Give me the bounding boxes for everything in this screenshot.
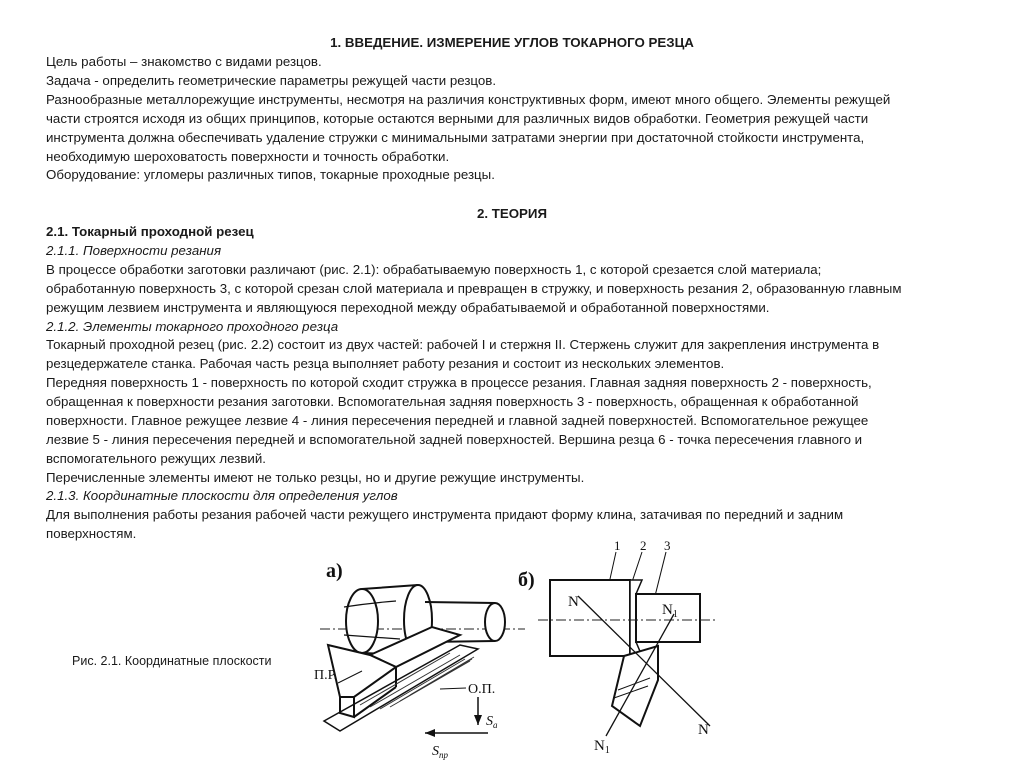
workpiece-end <box>346 589 378 653</box>
paragraph-line: Токарный проходной резец (рис. 2.2) состоит из двух частей: рабочей I и стержня II. Стержень служит для закрепления инструмента в <box>46 337 880 352</box>
subsection-heading: 2.1.1. Поверхности резания <box>46 243 222 258</box>
label-op: О.П. <box>468 682 496 697</box>
intro-line-goal: Цель работы – знакомство с видами резцов. <box>46 54 322 69</box>
intro-line-equipment: Оборудование: угломеры различных типов, токарные проходные резцы. <box>46 167 495 182</box>
paragraph-line: режущим лезвием инструмента и являющуюся переходной между обрабатываемой и обработанной поверхностями. <box>46 300 770 315</box>
paragraph-line: обработанную поверхность 3, с которой срезан слой материала и превращен в стружку, и поверхность резания 2, образованную главным <box>46 281 902 296</box>
leader-line <box>440 688 466 689</box>
paragraph-line: вспомогательного режущих лезвий. <box>46 451 266 466</box>
paragraph-line: поверхности. Главное режущее лезвие 4 - линия пересечения передней и главной задней поверхностей. Вспомогательное режущее <box>46 413 869 428</box>
paragraph-line: Перечисленные элементы имеют не только резцы, но и другие режущие инструменты. <box>46 470 585 485</box>
leader-line <box>654 552 666 600</box>
figure-caption: Рис. 2.1. Координатные плоскости <box>72 654 272 668</box>
label-n1-bottom: $N_1$ <box>594 738 610 756</box>
intro-paragraph-line: Разнообразные металлорежущие инструменты, несмотря на различия конструктивных форм, имеют много общего. Элементы режущей <box>46 92 891 107</box>
arrow-head <box>425 729 435 737</box>
workpiece-large <box>550 580 630 656</box>
arrow-head <box>474 715 482 725</box>
machined-end <box>485 603 505 641</box>
surface-number-2: 2 <box>640 538 647 553</box>
label-sa: $S_a$ <box>486 714 498 730</box>
subsection-heading: 2.1.3. Координатные плоскости для определения углов <box>46 488 398 503</box>
label-n1-top: $N_1$ <box>662 602 678 620</box>
paragraph-line: Передняя поверхность 1 - поверхность по которой сходит стружка в процессе резания. Главная задняя поверхность 2 - поверхность, <box>46 375 872 390</box>
intro-paragraph-line: части строятся исходя из общих принципов, которые остаются верными для различных видов обработки. Геометрия режущей части <box>46 111 869 126</box>
surface-number-1: 1 <box>614 538 621 553</box>
intro-paragraph-line: необходимую шероховатость поверхности и точность обработки. <box>46 149 450 164</box>
document-title: 1. ВВЕДЕНИЕ. ИЗМЕРЕНИЕ УГЛОВ ТОКАРНОГО РЕЗЦА <box>330 35 694 50</box>
paragraph-line: В процессе обработки заготовки различают (рис. 2.1): обрабатываемую поверхность 1, с которой срезается слой материала; <box>46 262 822 277</box>
subsection-heading: 2.1.2. Элементы токарного проходного резца <box>46 319 339 334</box>
figure-a-diagram <box>300 545 530 767</box>
paragraph-line: лезвие 5 - линия пересечения передней и вспомогательной задней поверхностей. Вершина резца 6 - точка пересечения главного и <box>46 432 863 447</box>
paragraph-line: обращенная к поверхности резания заготовки. Вспомогательная задняя поверхность 3 - поверхность, обращенная к обработанной <box>46 394 859 409</box>
label-pr: П.Р. <box>314 668 338 683</box>
paragraph-line: резцедержателе станка. Рабочая часть резца выполняет работу резания и состоит из нескольких элементов. <box>46 356 725 371</box>
surface-number-3: 3 <box>664 538 671 553</box>
section-heading-theory: 2. ТЕОРИЯ <box>476 206 548 221</box>
figure-b-diagram <box>510 530 750 767</box>
figure-b-label: б) <box>518 569 535 591</box>
label-n-top: N <box>568 594 579 610</box>
paragraph-line: Для выполнения работы резания рабочей части режущего инструмента придают форму клина, затачивая по передний и задним <box>46 507 844 522</box>
intro-paragraph-line: инструмента должна обеспечивать удаление стружки с минимальными затратами энергии при достаточной стойкости инструмента, <box>46 130 865 145</box>
label-n-bottom: N <box>698 722 709 738</box>
intro-line-task: Задача - определить геометрические параметры режущей части резцов. <box>46 73 497 88</box>
paragraph-line: поверхностям. <box>46 526 137 541</box>
subsection-heading: 2.1. Токарный проходной резец <box>46 224 254 239</box>
tool-shank-end <box>340 697 354 717</box>
figure-a-label: а) <box>326 560 343 582</box>
label-spr: $S_{пр}$ <box>432 744 448 760</box>
